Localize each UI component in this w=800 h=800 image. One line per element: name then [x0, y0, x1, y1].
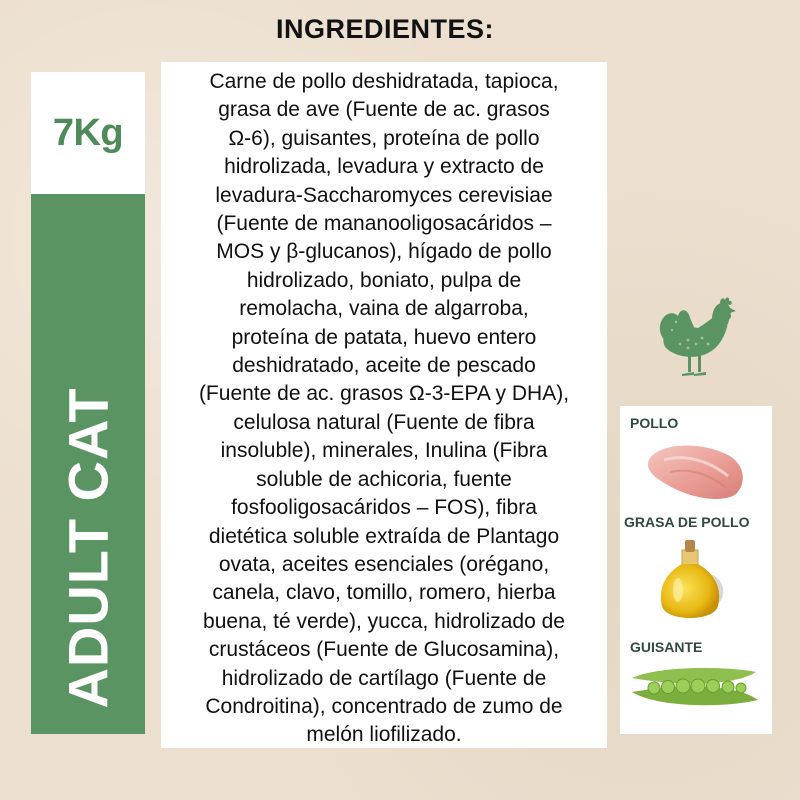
ingredient-line: Condroitina), concentrado de zumo de — [205, 694, 563, 718]
ingredient-line: (Fuente de mananooligosacáridos – — [216, 212, 552, 236]
key-ingredients-panel — [620, 406, 772, 734]
ingredient-line: Carne de pollo deshidratada, tapioca, — [209, 70, 559, 93]
pea-pod-icon — [628, 664, 762, 714]
ingredient-line: fosfooligosacáridos – FOS), fibra — [231, 496, 537, 520]
ingredients-heading: INGREDIENTES: — [275, 14, 495, 44]
ingredient-line: Ω-6), guisantes, proteína de pollo — [228, 126, 540, 150]
ingredient-line: insoluble), minerales, Inulina (Fibra — [220, 439, 548, 463]
ingredient-line: remolacha, vaina de algarroba, — [239, 297, 529, 321]
side-label-guisante: GUISANTE — [630, 639, 703, 655]
ingredient-line: proteína de patata, huevo entero — [231, 325, 537, 349]
ingredient-line: melón liofilizado. — [306, 723, 462, 747]
side-label-grasa-de-pollo: GRASA DE POLLO — [624, 514, 750, 530]
product-label: ADULT CAT — [56, 387, 120, 709]
weight-box — [31, 72, 145, 194]
ingredient-line: levadura-Saccharomyces cerevisiae — [215, 183, 553, 207]
ingredient-line: hidrolizado de cartílago (Fuente de — [221, 666, 547, 690]
ingredient-line: buena, té verde), yucca, hidrolizado de — [203, 609, 565, 633]
ingredient-line: celulosa natural (Fuente de fibra — [233, 410, 535, 434]
ingredients-panel — [161, 62, 607, 748]
ingredient-line: ovata, aceites esenciales (orégano, — [218, 552, 550, 576]
chicken-silhouette-icon — [658, 296, 736, 380]
ingredient-line: dietética soluble extraída de Plantago — [208, 524, 560, 548]
side-label-pollo: POLLO — [630, 415, 679, 431]
ingredient-line: hidrolizada, levadura y extracto de — [224, 155, 544, 179]
weight-label: 7Kg — [52, 111, 124, 154]
ingredient-line: (Fuente de ac. grasos Ω-3-EPA y DHA), — [198, 382, 570, 406]
ingredient-line: grasa de ave (Fuente de ac. grasos — [218, 98, 550, 122]
ingredient-line: MOS y β-glucanos), hígado de pollo — [216, 240, 552, 264]
ingredients-text — [171, 68, 597, 750]
ingredient-line: hidrolizado, boniato, pulpa de — [246, 268, 522, 292]
ingredient-line: deshidratado, aceite de pescado — [232, 354, 536, 378]
ingredient-line: crustáceos (Fuente de Glucosamina), — [208, 638, 560, 662]
ingredient-line: soluble de achicoria, fuente — [256, 467, 512, 491]
ingredient-line: canela, clavo, tomillo, romero, hierba — [212, 581, 556, 605]
oil-bottle-icon — [656, 536, 734, 628]
chicken-breast-icon — [644, 438, 750, 504]
